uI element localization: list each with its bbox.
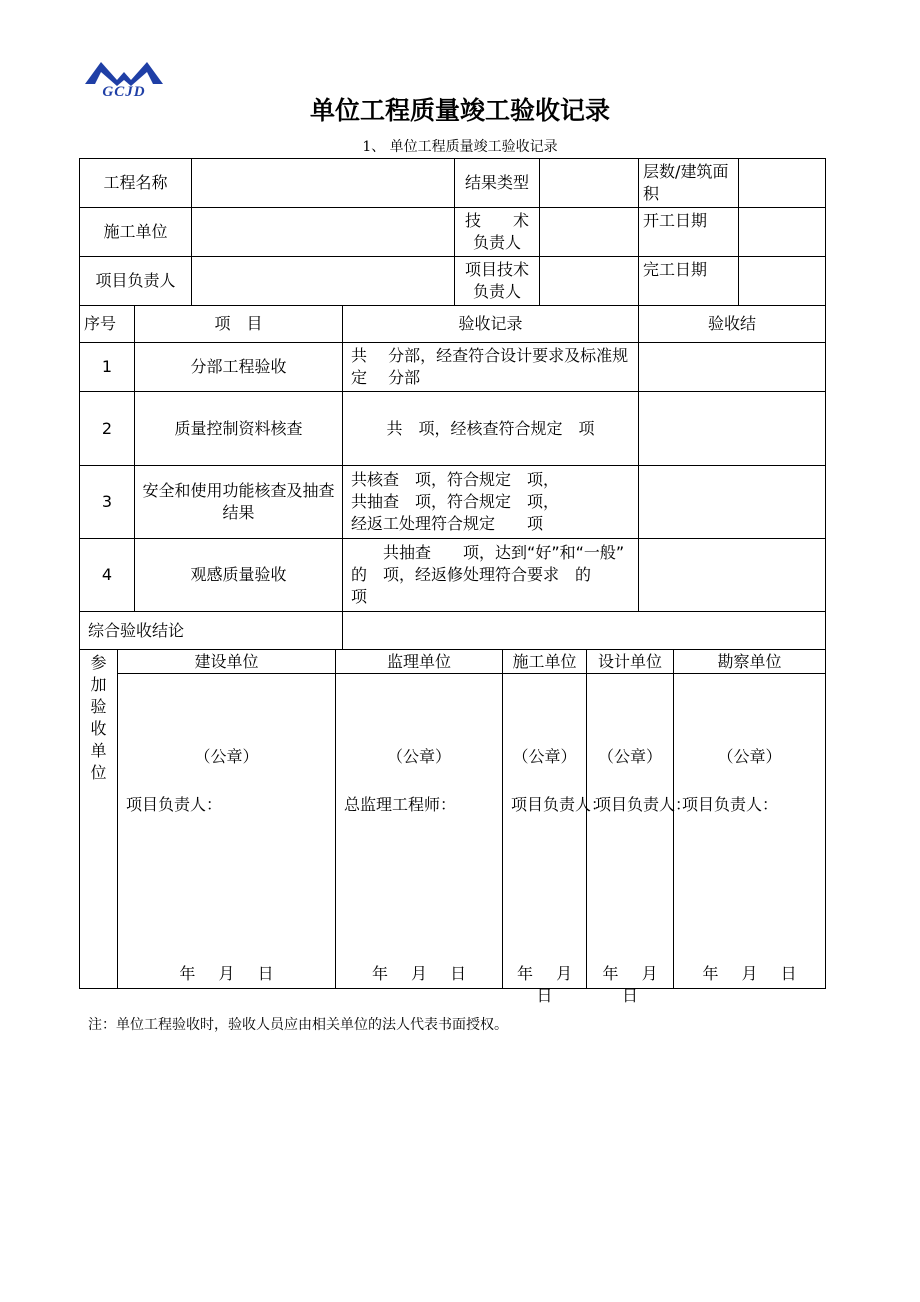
conclusion-value[interactable] bbox=[343, 612, 826, 650]
unit-name-supervision: 监理单位 bbox=[336, 650, 503, 674]
floors-area-label: 层数/建筑面积 bbox=[639, 159, 739, 208]
result-type-label: 结果类型 bbox=[455, 159, 540, 208]
unit-name-construction-owner: 建设单位 bbox=[118, 650, 336, 674]
page-title: 单位工程质量竣工验收记录 bbox=[309, 96, 610, 125]
construction-unit-label: 施工单位 bbox=[80, 208, 192, 257]
row-record: 共抽查 项，达到“好”和“一般” 的 项，经返修处理符合要求 的 项 bbox=[343, 539, 639, 612]
sign-cell-survey[interactable] bbox=[674, 674, 826, 989]
start-date-label: 开工日期 bbox=[639, 208, 739, 257]
row-record: 共 分部，经查符合设计要求及标准规定 分部 bbox=[343, 343, 639, 392]
acceptance-record-table bbox=[79, 158, 826, 1005]
seal-label: （公章） bbox=[512, 747, 577, 766]
conclusion-label: 综合验收结论 bbox=[80, 612, 343, 650]
page-subtitle: 1、 单位工程质量竣工验收记录 bbox=[362, 139, 558, 155]
signatory-label: 项目负责人： bbox=[126, 795, 223, 814]
row-result[interactable] bbox=[639, 392, 826, 466]
project-name-value[interactable] bbox=[192, 159, 455, 208]
row-result[interactable] bbox=[639, 343, 826, 392]
sign-date: 年 月 日 bbox=[702, 964, 797, 983]
result-type-value[interactable] bbox=[540, 159, 639, 208]
sign-cell-supervision[interactable] bbox=[336, 674, 503, 989]
col-header-no: 序号 bbox=[80, 306, 135, 343]
project-lead-value[interactable] bbox=[192, 257, 455, 306]
sign-cell-construction-owner[interactable] bbox=[118, 674, 336, 989]
seal-label: （公章） bbox=[717, 747, 782, 766]
tech-lead-label-line2: 负责人 bbox=[473, 233, 522, 252]
sign-date: 年 月 日 bbox=[516, 964, 573, 1005]
signatory-label: 项目负责人： bbox=[595, 795, 692, 814]
tech-lead-label-line1: 技 术 bbox=[465, 211, 530, 230]
signatory-label: 项目负责人： bbox=[511, 795, 608, 814]
project-tech-lead-line1: 项目技术 bbox=[465, 260, 530, 279]
col-header-item: 项 目 bbox=[135, 306, 343, 343]
row-record-line: 经返工处理符合规定 项 bbox=[351, 514, 544, 533]
table-row bbox=[80, 392, 826, 466]
row-no: 1 bbox=[80, 343, 135, 392]
start-date-value[interactable] bbox=[739, 208, 826, 257]
col-header-result: 验收结 bbox=[639, 306, 826, 343]
row-record-line: 共核查 项，符合规定 项， bbox=[351, 470, 560, 489]
floors-area-value[interactable] bbox=[739, 159, 826, 208]
row-no: 3 bbox=[80, 466, 135, 539]
tech-lead-label bbox=[455, 208, 540, 257]
sign-cell-contractor[interactable] bbox=[503, 674, 608, 1005]
unit-name-survey: 勘察单位 bbox=[674, 650, 826, 674]
row-item: 安全和使用功能核查及抽查结果 bbox=[135, 466, 343, 539]
row-record-line: 共抽查 项，符合规定 项， bbox=[351, 492, 560, 511]
row-record bbox=[343, 466, 639, 539]
project-name-label: 工程名称 bbox=[80, 159, 192, 208]
m-logo-icon bbox=[83, 60, 165, 86]
table-row bbox=[80, 466, 826, 539]
sign-date: 年 月 日 bbox=[371, 964, 467, 983]
footnote: 注：单位工程验收时，验收人员应由相关单位的法人代表书面授权。 bbox=[88, 1017, 508, 1033]
signatory-label: 项目负责人： bbox=[682, 795, 779, 814]
row-result[interactable] bbox=[639, 539, 826, 612]
end-date-value[interactable] bbox=[739, 257, 826, 306]
row-no: 2 bbox=[80, 392, 135, 466]
sign-date: 年 月 日 bbox=[179, 964, 274, 983]
end-date-label: 完工日期 bbox=[639, 257, 739, 306]
participants-label: 参加验收单位 bbox=[80, 650, 118, 989]
logo-text: GCJD bbox=[102, 84, 146, 100]
row-record: 共 项，经核查符合规定 项 bbox=[343, 392, 639, 466]
row-item: 观感质量验收 bbox=[135, 539, 343, 612]
seal-label: （公章） bbox=[387, 747, 452, 766]
signatory-label: 总监理工程师： bbox=[344, 795, 457, 814]
sign-cell-design[interactable] bbox=[587, 674, 692, 1005]
unit-name-contractor: 施工单位 bbox=[503, 650, 587, 674]
row-no: 4 bbox=[80, 539, 135, 612]
table-row bbox=[80, 343, 826, 392]
seal-label: （公章） bbox=[194, 747, 259, 766]
row-item: 分部工程验收 bbox=[135, 343, 343, 392]
row-item: 质量控制资料核查 bbox=[135, 392, 343, 466]
sign-date: 年 月 日 bbox=[602, 964, 658, 1005]
project-tech-lead-label bbox=[455, 257, 540, 306]
table-row bbox=[80, 539, 826, 612]
col-header-record: 验收记录 bbox=[343, 306, 639, 343]
unit-name-design: 设计单位 bbox=[587, 650, 674, 674]
seal-label: （公章） bbox=[598, 747, 663, 766]
construction-unit-value[interactable] bbox=[192, 208, 455, 257]
project-lead-label: 项目负责人 bbox=[80, 257, 192, 306]
project-tech-lead-line2: 负责人 bbox=[473, 282, 522, 301]
tech-lead-value[interactable] bbox=[540, 208, 639, 257]
project-tech-lead-value[interactable] bbox=[540, 257, 639, 306]
row-result[interactable] bbox=[639, 466, 826, 539]
